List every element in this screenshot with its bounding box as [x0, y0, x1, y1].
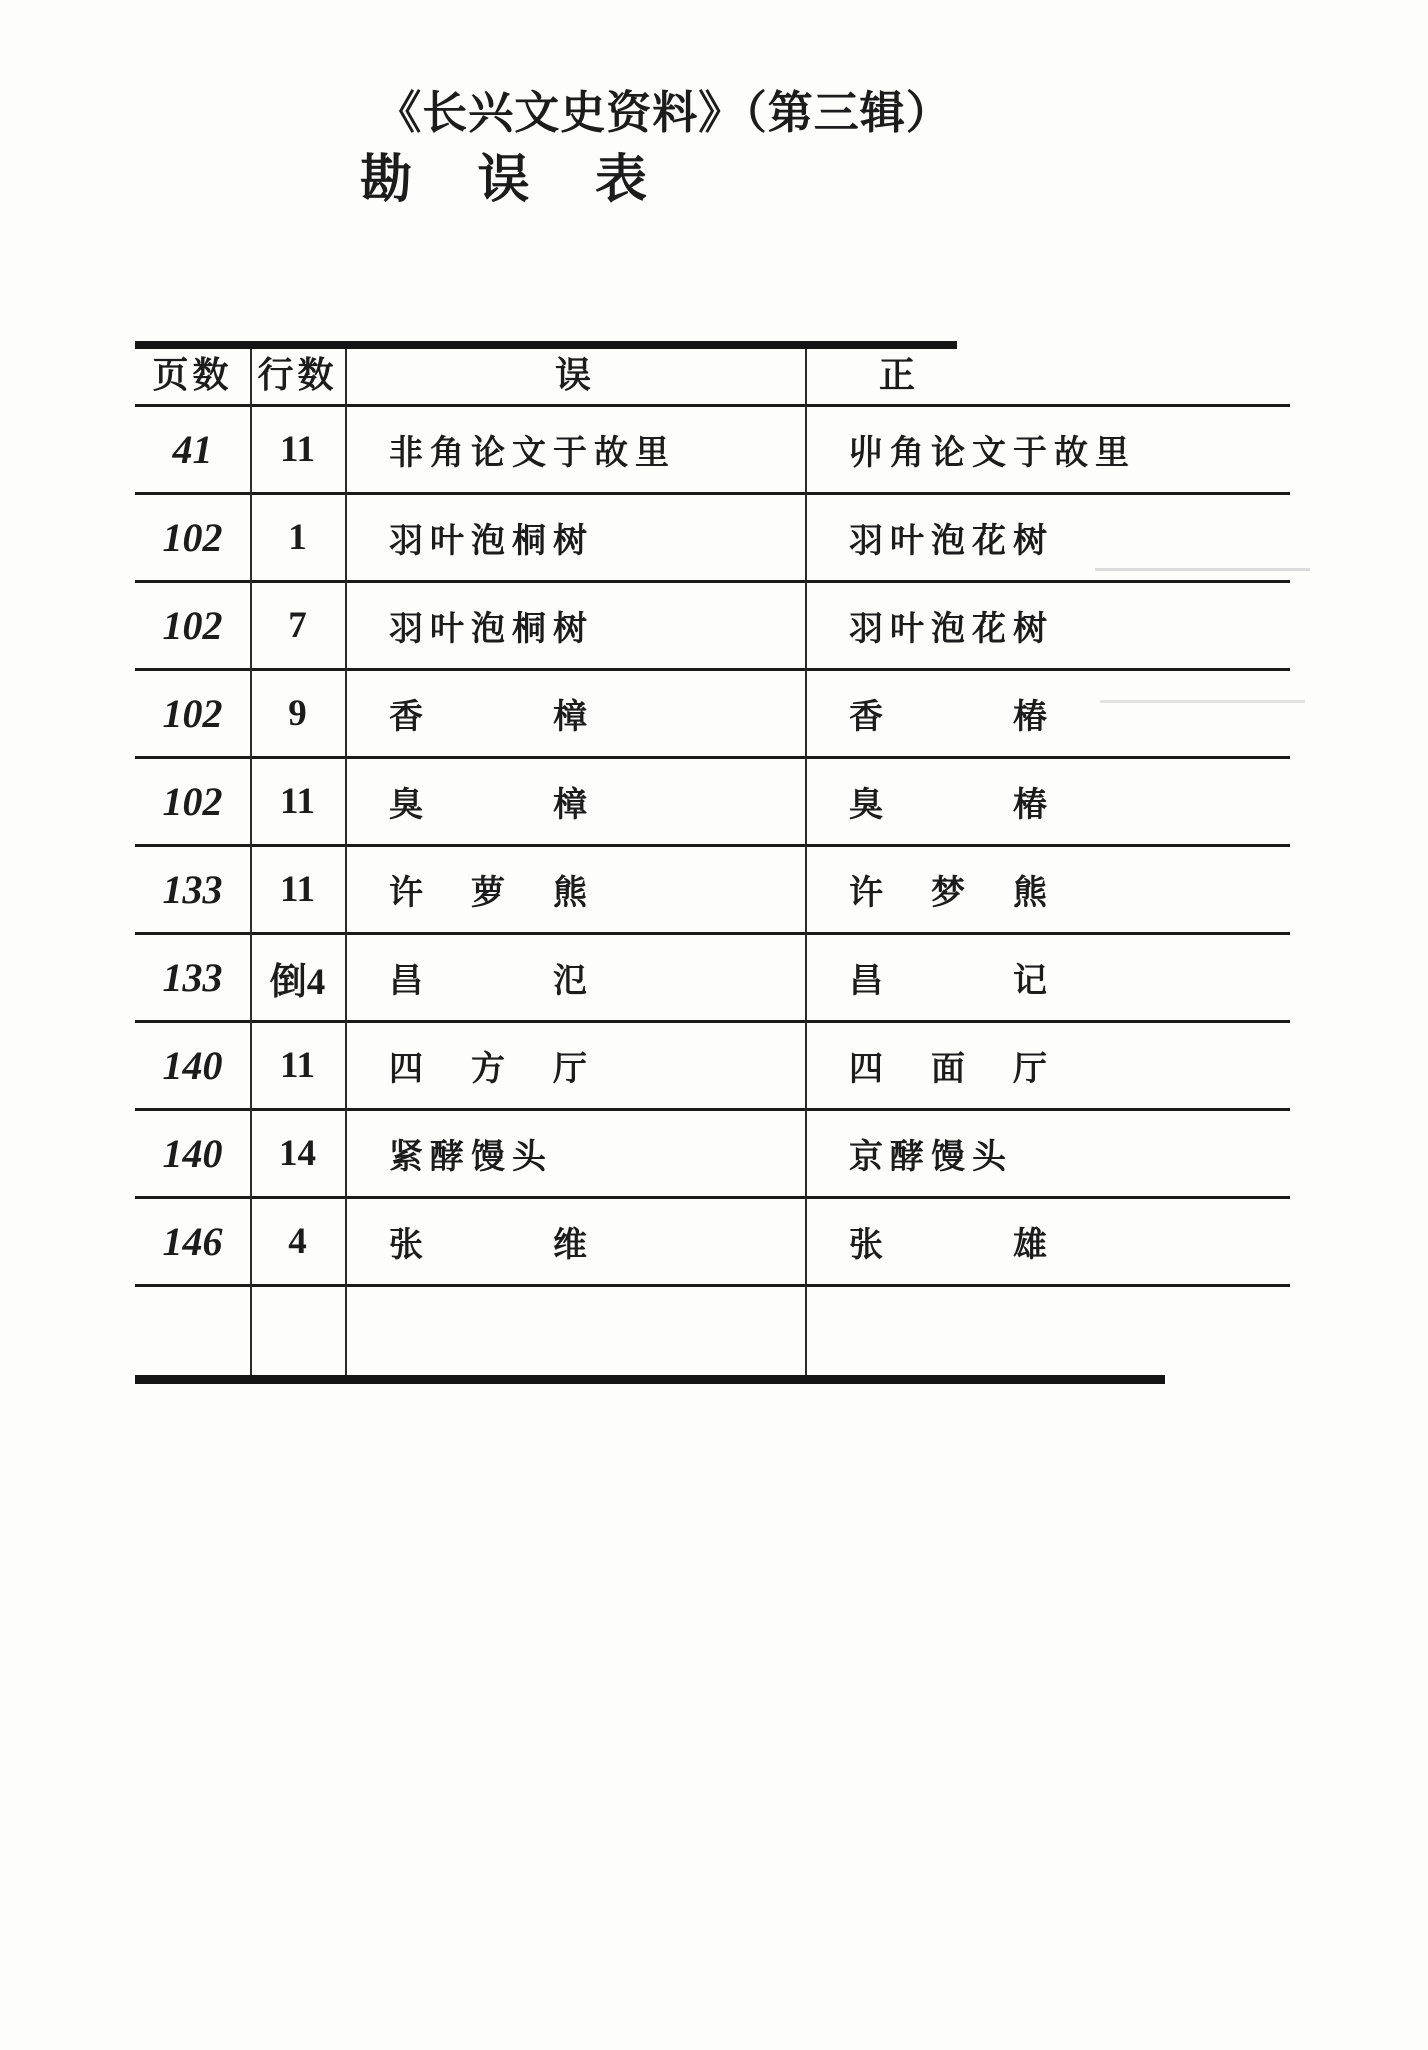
header-page-number: 页数	[135, 341, 250, 407]
cell-error-text: 许 萝 熊	[345, 847, 805, 935]
cell-line-number: 11	[250, 759, 345, 847]
table-bottom-rule	[135, 1375, 1165, 1384]
cell-error-text: 张 维	[345, 1199, 805, 1287]
cell-page-number: 102	[135, 495, 250, 583]
header-error: 误	[345, 341, 805, 407]
cell-correction-text: 羽叶泡花树	[805, 583, 1290, 671]
errata-table-grid	[135, 341, 1290, 1375]
cell-line-number	[250, 1287, 345, 1375]
cell-page-number	[135, 1287, 250, 1375]
table-top-rule	[135, 341, 957, 349]
cell-correction-text: 昌 记	[805, 935, 1290, 1023]
header-correction: 正	[805, 341, 1290, 407]
cell-correction-text: 羽叶泡花树	[805, 495, 1290, 583]
cell-error-text: 紧酵馒头	[345, 1111, 805, 1199]
cell-line-number: 7	[250, 583, 345, 671]
cell-page-number: 102	[135, 583, 250, 671]
errata-title-char-1: 勘	[360, 152, 413, 209]
cell-correction-text: 京酵馒头	[805, 1111, 1290, 1199]
cell-error-text: 羽叶泡桐树	[345, 495, 805, 583]
errata-title	[360, 150, 647, 212]
errata-title-char-3: 表	[594, 152, 647, 209]
cell-correction-text	[805, 1287, 1290, 1375]
cell-page-number: 133	[135, 935, 250, 1023]
cell-page-number: 146	[135, 1199, 250, 1287]
header-line-number: 行数	[250, 341, 345, 407]
cell-line-number: 14	[250, 1111, 345, 1199]
cell-error-text: 臭 樟	[345, 759, 805, 847]
cell-page-number: 133	[135, 847, 250, 935]
cell-error-text: 昌 氾	[345, 935, 805, 1023]
cell-page-number: 41	[135, 407, 250, 495]
cell-error-text: 非角论文于故里	[345, 407, 805, 495]
cell-page-number: 140	[135, 1023, 250, 1111]
errata-table	[135, 341, 1290, 1384]
table-divider-page-line	[250, 346, 252, 1375]
cell-page-number: 140	[135, 1111, 250, 1199]
cell-correction-text: 香 椿	[805, 671, 1290, 759]
table-divider-error-correction	[805, 346, 807, 1375]
cell-correction-text: 许 梦 熊	[805, 847, 1290, 935]
table-divider-line-error	[345, 346, 347, 1375]
cell-correction-text: 臭 椿	[805, 759, 1290, 847]
cell-line-number: 11	[250, 847, 345, 935]
cell-line-number: 11	[250, 1023, 345, 1111]
cell-page-number: 102	[135, 759, 250, 847]
cell-line-number: 1	[250, 495, 345, 583]
cell-error-text: 羽叶泡桐树	[345, 583, 805, 671]
scan-artifact	[1100, 700, 1305, 703]
cell-line-number: 倒4	[250, 935, 345, 1023]
cell-correction-text: 张 雄	[805, 1199, 1290, 1287]
book-title: 《长兴文史资料》（第三辑）	[376, 88, 952, 138]
cell-line-number: 11	[250, 407, 345, 495]
cell-error-text	[345, 1287, 805, 1375]
scan-artifact	[1095, 568, 1310, 571]
errata-title-char-2: 误	[477, 152, 530, 209]
cell-correction-text: 四 面 厅	[805, 1023, 1290, 1111]
cell-page-number: 102	[135, 671, 250, 759]
cell-line-number: 4	[250, 1199, 345, 1287]
cell-error-text: 四 方 厅	[345, 1023, 805, 1111]
cell-error-text: 香 樟	[345, 671, 805, 759]
cell-line-number: 9	[250, 671, 345, 759]
cell-correction-text: 丱角论文于故里	[805, 407, 1290, 495]
